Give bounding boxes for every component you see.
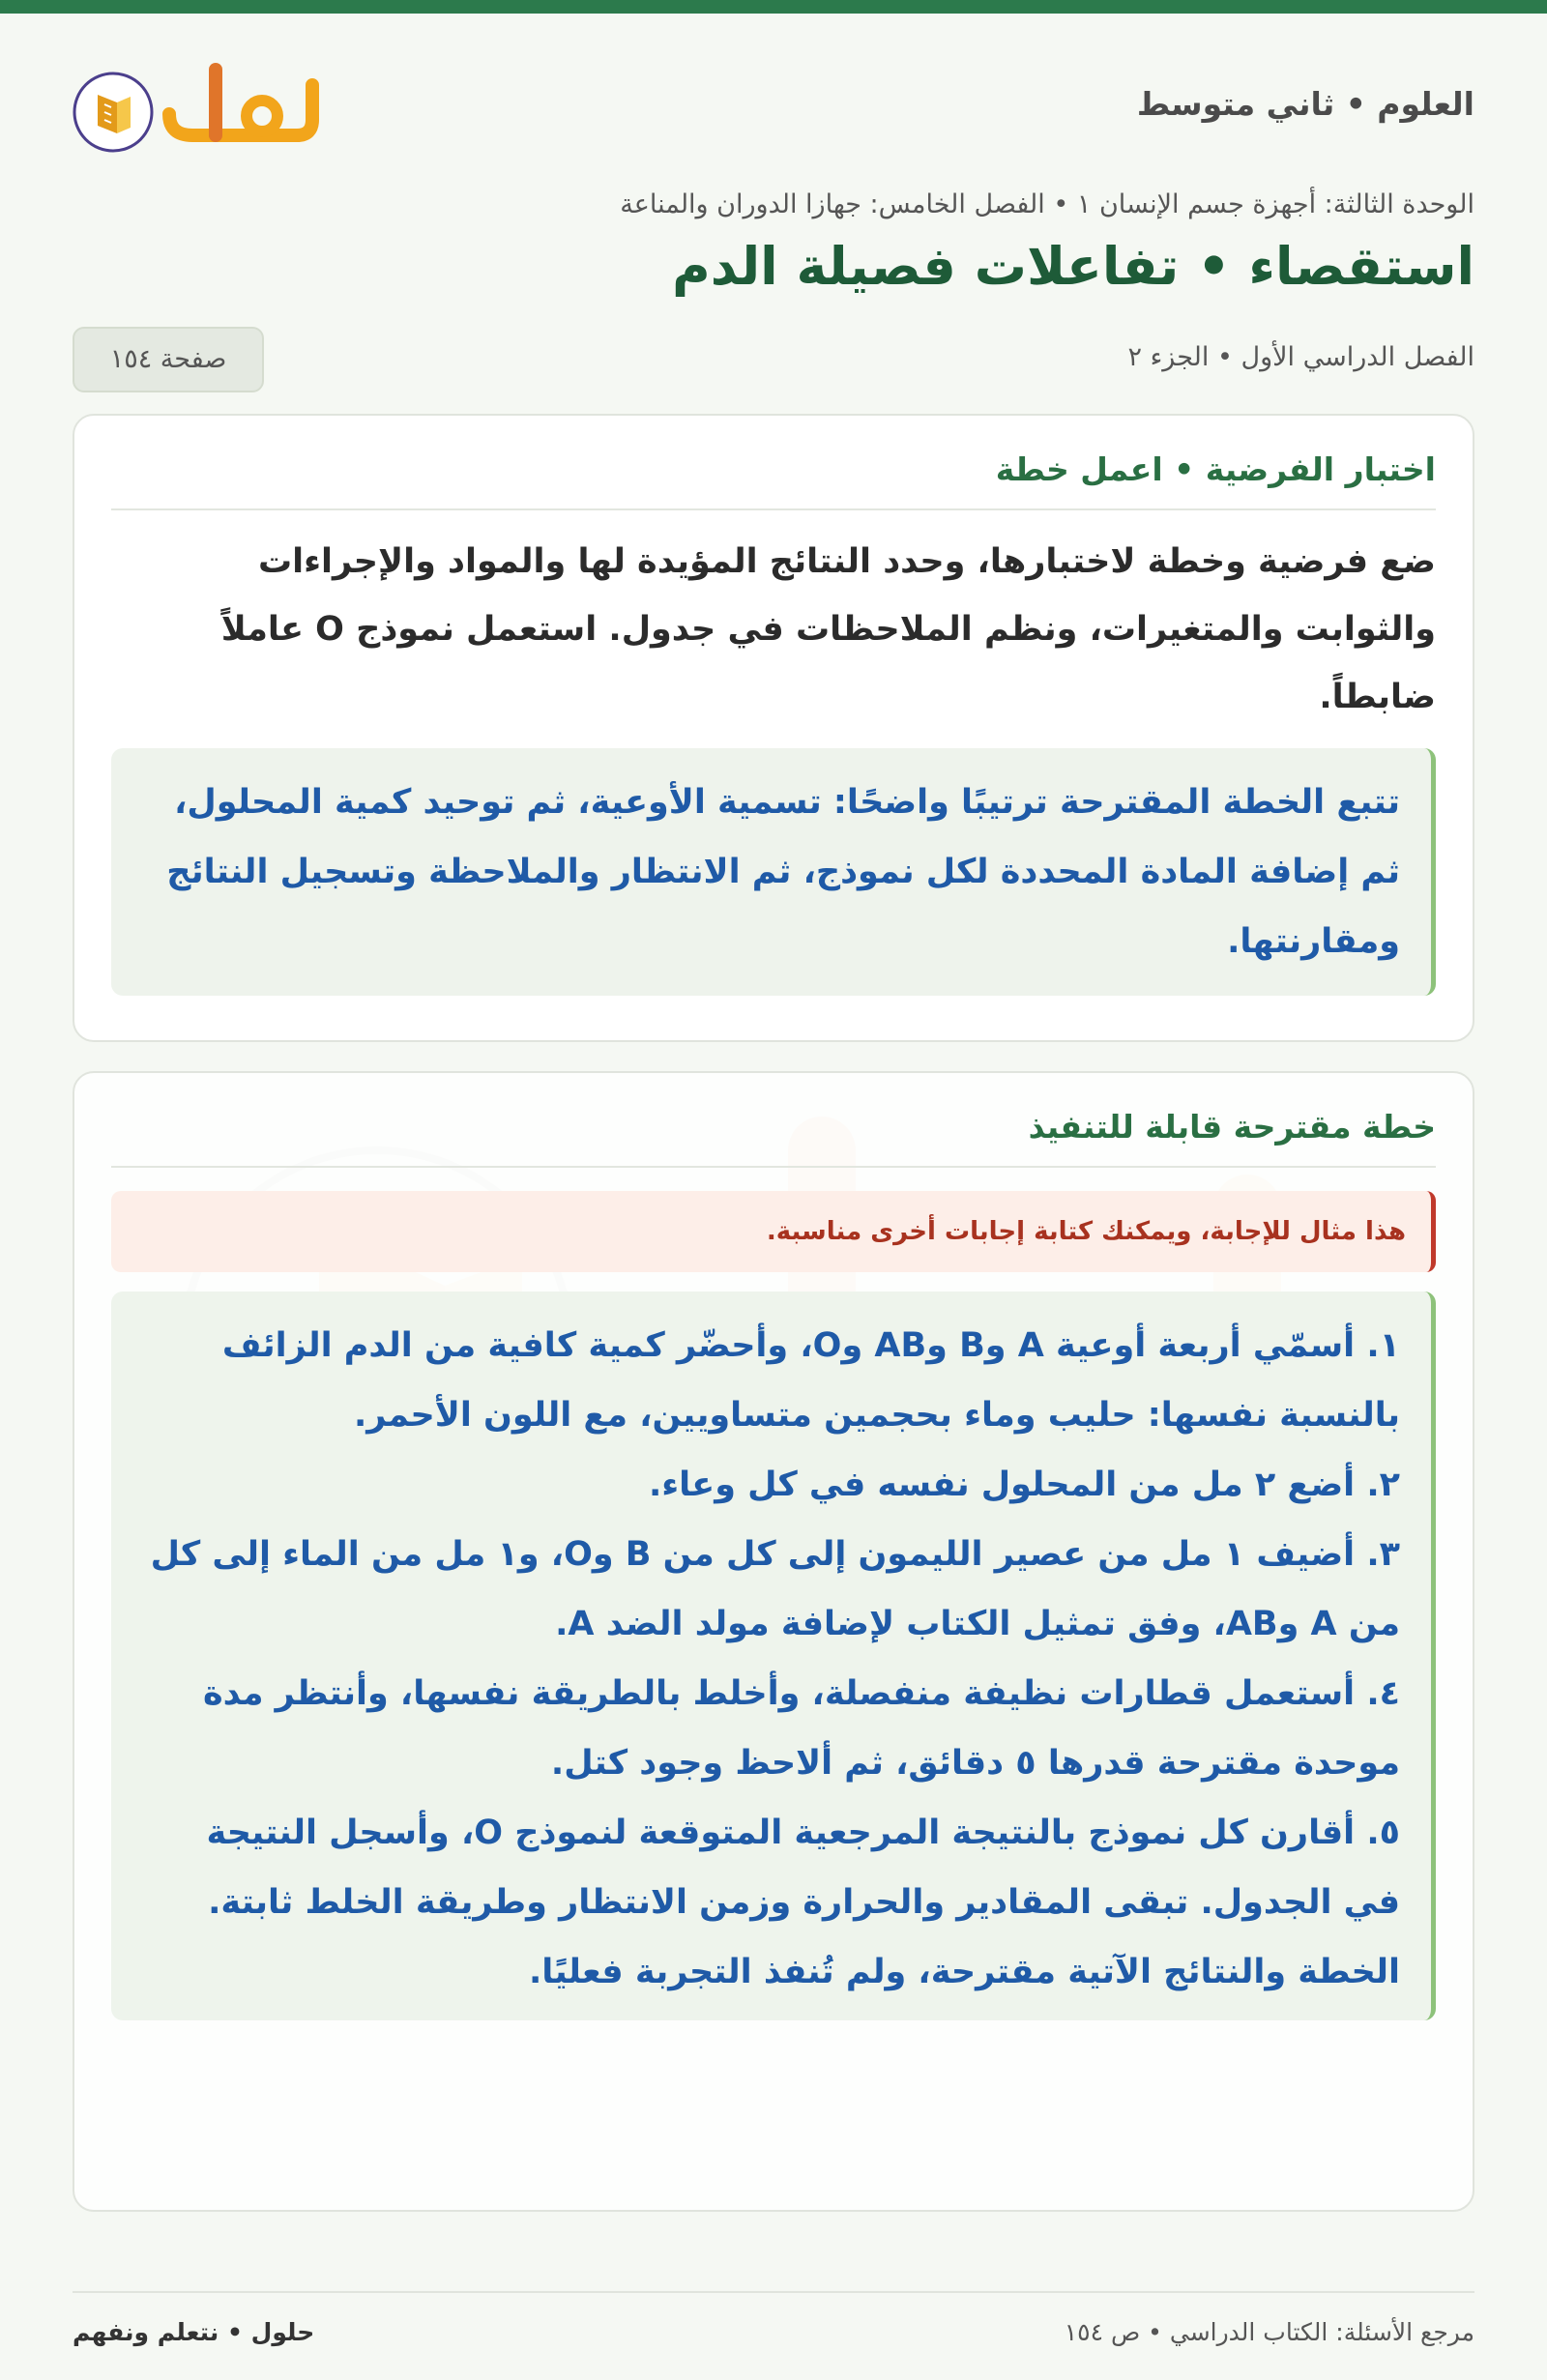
footer-brand: حلول • نتعلم ونفهم <box>73 2318 315 2346</box>
question-card-title: اختبار الفرضية • اعمل خطة <box>111 416 1436 510</box>
page-title: استقصاء • تفاعلات فصيلة الدم <box>672 236 1474 297</box>
question-text: ضع فرضية وخطة لاختبارها، وحدد النتائج المؤيدة لها والمواد والإجراءات والثوابت والمتغيرات، ونظم الملاحظات في جدول. استعمل نموذج O عاملاً ضابطاً. <box>220 542 1436 716</box>
footer-reference: مرجع الأسئلة: الكتاب الدراسي • ص ١٥٤ <box>1064 2318 1474 2346</box>
page-footer <box>73 2291 1474 2380</box>
answer-step-4: ٤. أستعمل قطارات نظيفة منفصلة، وأخلط بالطريقة نفسها، وأنتظر مدة موحدة مقترحة قدرها ٥ دقائق، ثم ألاحظ وجود كتل. <box>202 1674 1400 1783</box>
answer-disclaimer: الخطة والنتائج الآتية مقترحة، ولم تُنفذ التجربة فعليًا. <box>529 1953 1400 1991</box>
answer-steps-box <box>111 1292 1436 2020</box>
semester-label: الفصل الدراسي الأول • الجزء ٢ <box>1127 342 1474 372</box>
answer-card-title: خطة مقترحة قابلة للتنفيذ <box>111 1073 1436 1168</box>
question-card <box>73 414 1474 1042</box>
answer-step-2: ٢. أضع ٢ مل من المحلول نفسه في كل وعاء. <box>648 1466 1400 1504</box>
breadcrumb: الوحدة الثالثة: أجهزة جسم الإنسان ١ • الفصل الخامس: جهازا الدوران والمناعة <box>620 189 1474 219</box>
example-notice: هذا مثال للإجابة، ويمكنك كتابة إجابات أخرى مناسبة. <box>111 1191 1436 1272</box>
answer-step-5: ٥. أقارن كل نموذج بالنتيجة المرجعية المتوقعة لنموذج O، وأسجل النتيجة في الجدول. تبقى المقادير والحرارة وزمن الانتظار وطريقة الخلط ثابتة. <box>206 1814 1400 1922</box>
answer-step-1: ١. أسمّي أربعة أوعية A وB وAB وO، وأحضّر كمية كافية من الدم الزائف بالنسبة نفسها: حليب وماء بحجمين متساويين، مع اللون الأحمر. <box>221 1326 1400 1435</box>
answer-step-3: ٣. أضيف ١ مل من عصير الليمون إلى كل من B وO، و١ مل من الماء إلى كل من A وAB، وفق تمثيل الكتاب لإضافة مولد الضد A. <box>150 1535 1400 1643</box>
hulul-logo <box>73 56 324 153</box>
subject-title: العلوم • ثاني متوسط <box>1136 85 1474 123</box>
top-accent-bar <box>0 0 1547 14</box>
page-header <box>73 14 1474 188</box>
page-number-badge: صفحة ١٥٤ <box>73 327 264 392</box>
hint-box: تتبع الخطة المقترحة ترتيبًا واضحًا: تسمية الأوعية، ثم توحيد كمية المحلول، ثم إضافة المادة المحددة لكل نموذج، ثم الانتظار والملاحظة وتسجيل النتائج ومقارنتها. <box>111 748 1436 996</box>
meta-row <box>73 317 1474 414</box>
answer-card <box>73 1071 1474 2212</box>
